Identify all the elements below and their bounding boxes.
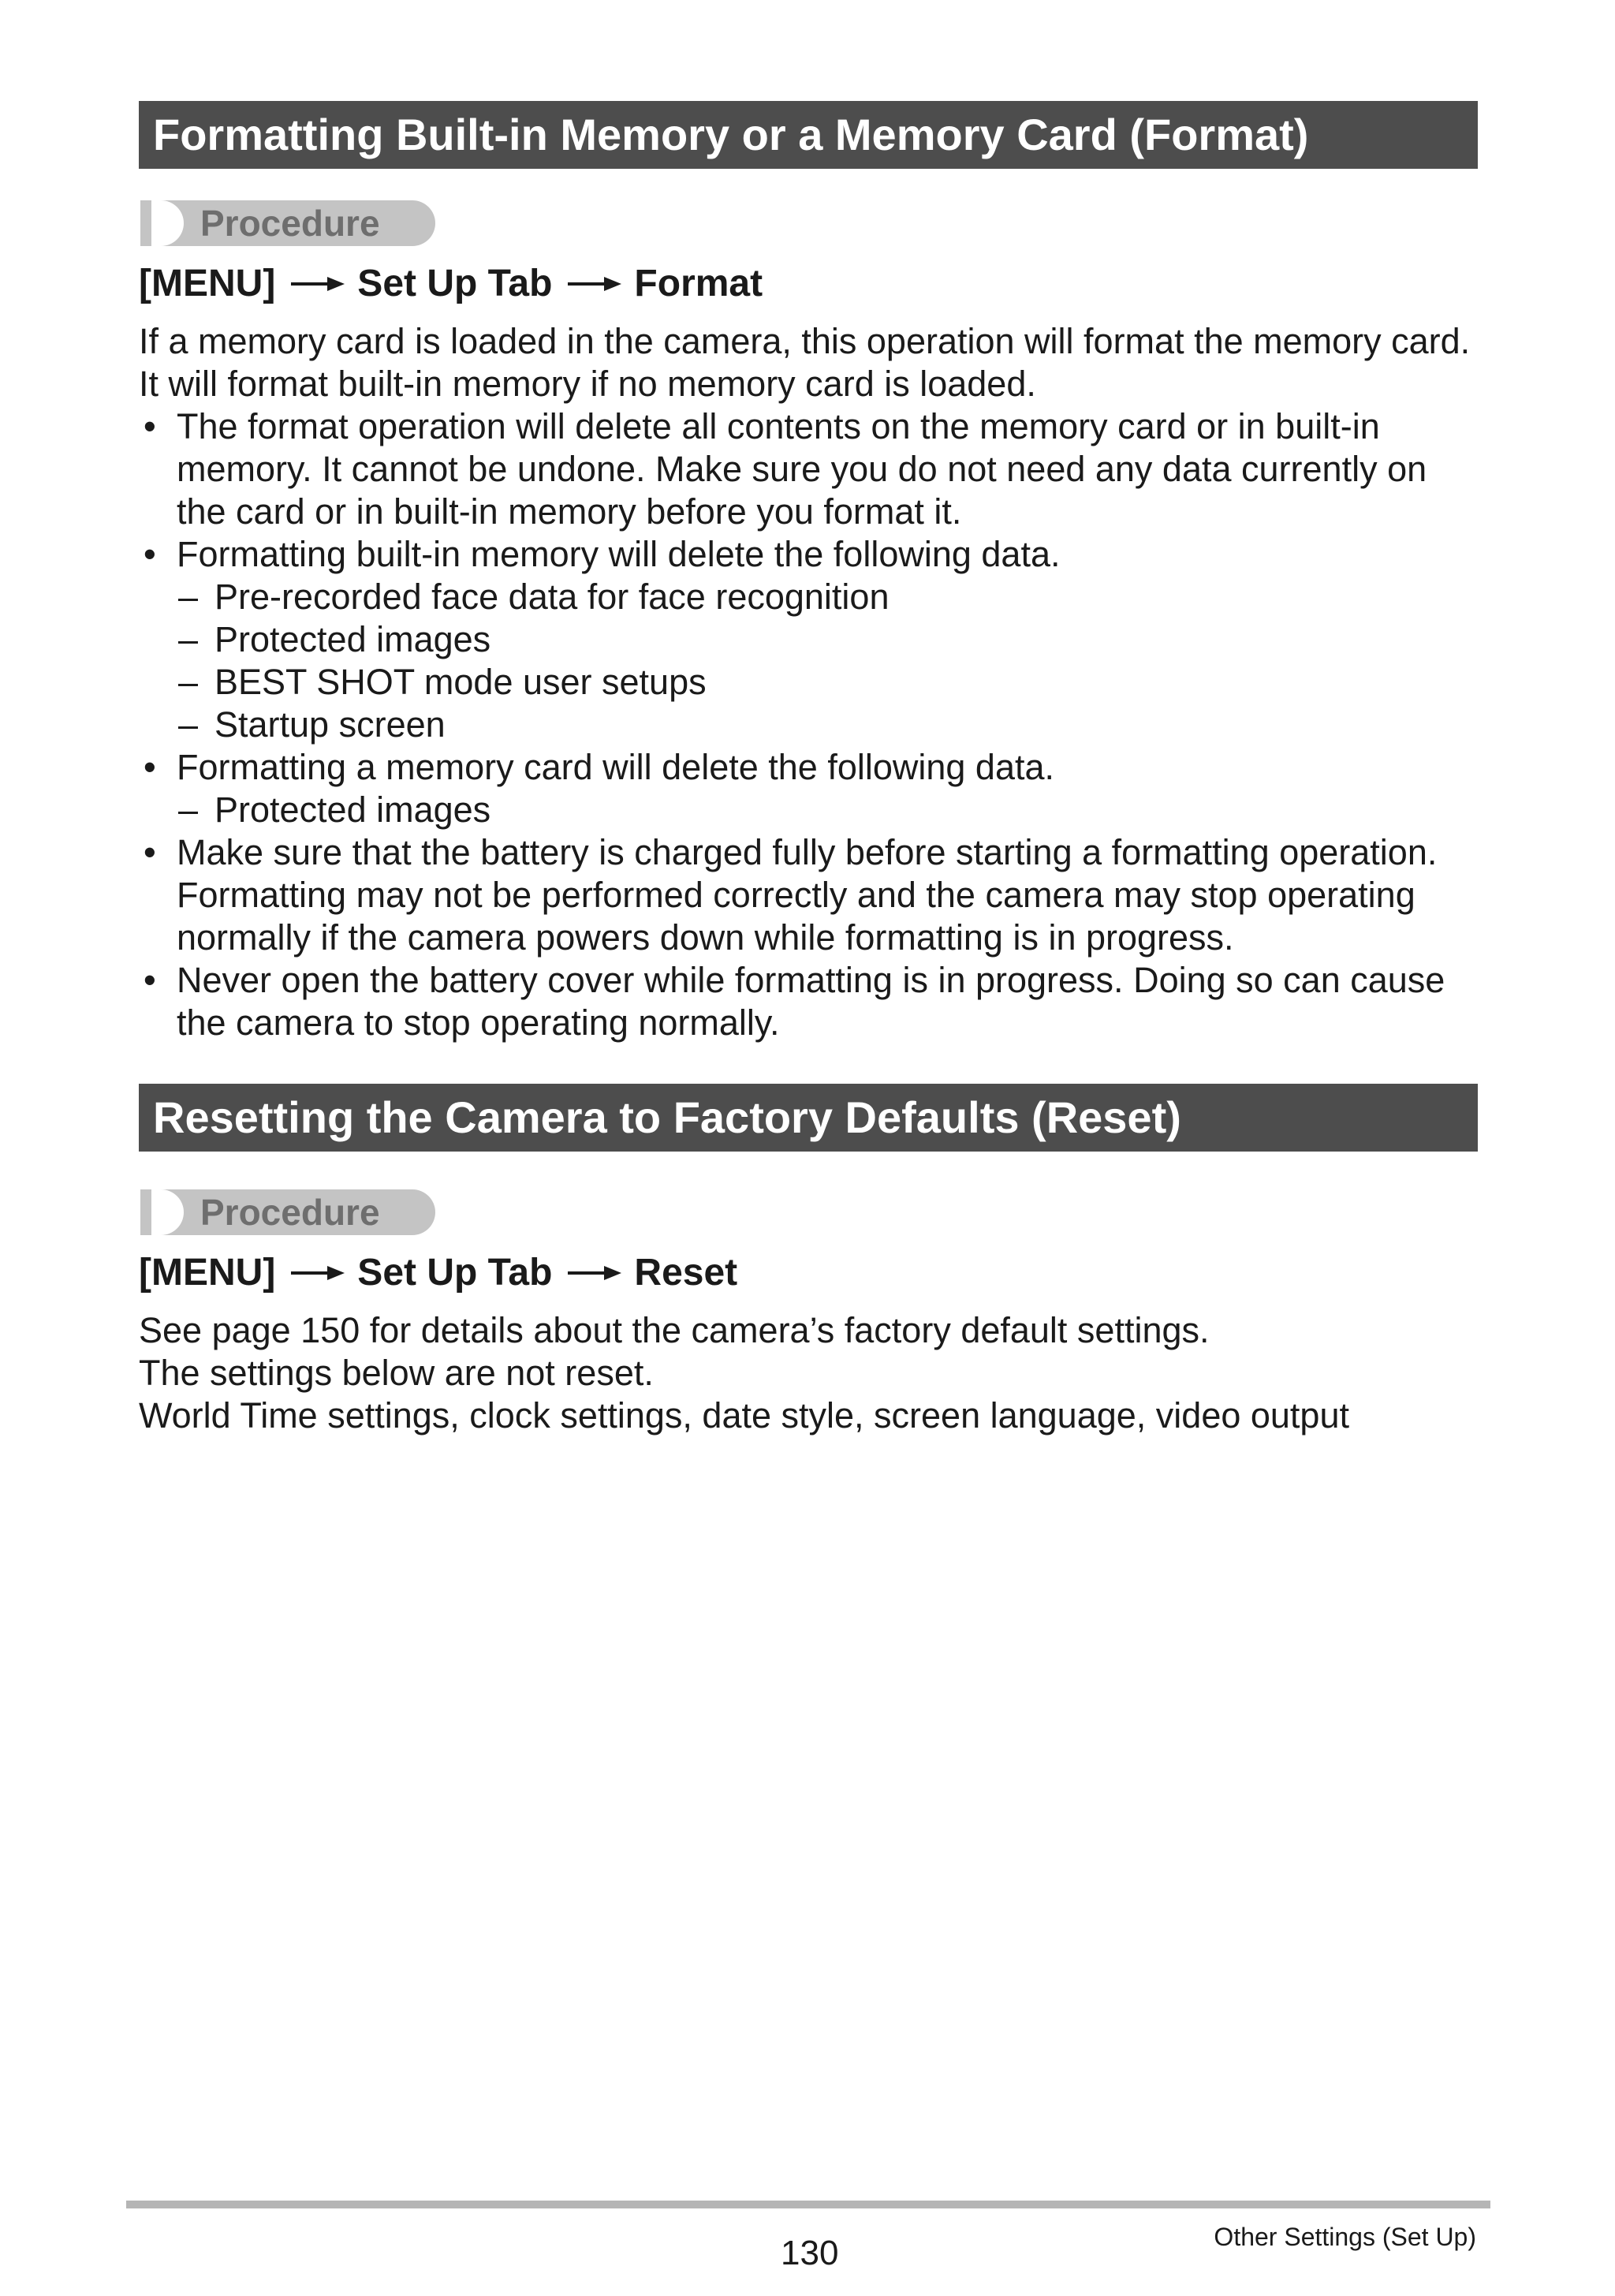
- footer-divider: [126, 2201, 1490, 2208]
- dash-marker: –: [178, 619, 199, 659]
- dash-marker: –: [178, 790, 199, 830]
- arrow-right-icon: [568, 275, 621, 293]
- menu-path-step: [MENU]: [139, 1252, 276, 1294]
- bullet-marker: •: [144, 534, 156, 574]
- bullet-item: • Formatting a memory card will delete the following data.: [144, 747, 1055, 787]
- sub-item: – BEST SHOT mode user setups: [178, 662, 707, 702]
- dash-marker: –: [178, 577, 199, 617]
- menu-path-format: [139, 260, 763, 308]
- dash-marker: –: [178, 662, 199, 702]
- procedure-tag: [140, 1189, 435, 1235]
- reset-body: [139, 1309, 1479, 1437]
- bullet-marker: •: [144, 832, 156, 872]
- bullet-marker: •: [144, 747, 156, 787]
- menu-path-step: Format: [634, 263, 763, 304]
- bullet-item: • Make sure that the battery is charged fully before starting a formatting operation.: [144, 832, 1438, 872]
- body-line: World Time settings, clock settings, date style, screen language, video output: [139, 1395, 1349, 1435]
- section-title-reset: Resetting the Camera to Factory Defaults (Reset): [139, 1084, 1478, 1152]
- sub-item: – Pre-recorded face data for face recognition: [178, 577, 890, 617]
- body-line: The settings below are not reset.: [139, 1353, 654, 1393]
- bullet-marker: •: [144, 960, 156, 1000]
- procedure-label: Procedure: [200, 1192, 380, 1233]
- page-number: 130: [781, 2234, 839, 2272]
- menu-path-reset: [139, 1249, 737, 1297]
- menu-path-step: Set Up Tab: [357, 263, 553, 304]
- intro-line: If a memory card is loaded in the camera, this operation will format the memory card.: [139, 321, 1471, 361]
- dash-marker: –: [178, 704, 199, 745]
- bullet-continuation: memory. It cannot be undone. Make sure you do not need any data currently on: [177, 449, 1427, 489]
- bullet-marker: •: [144, 406, 156, 446]
- menu-path-step: [MENU]: [139, 263, 276, 304]
- intro-line: It will format built-in memory if no memory card is loaded.: [139, 364, 1036, 404]
- footer-section-name: Other Settings (Set Up): [1214, 2223, 1476, 2251]
- sub-item: – Startup screen: [178, 704, 446, 745]
- bullet-item: • Never open the battery cover while formatting is in progress. Doing so can cause: [144, 960, 1445, 1000]
- bullet-continuation: the card or in built-in memory before you format it.: [177, 491, 962, 532]
- menu-path-step: Reset: [634, 1252, 738, 1294]
- procedure-tag: [140, 200, 435, 246]
- arrow-right-icon: [291, 275, 345, 293]
- bullet-continuation: the camera to stop operating normally.: [177, 1002, 780, 1043]
- body-line: See page 150 for details about the camera’s factory default settings.: [139, 1310, 1210, 1350]
- sub-item: – Protected images: [178, 619, 491, 659]
- procedure-label: Procedure: [200, 203, 380, 244]
- menu-path-step: Set Up Tab: [357, 1252, 553, 1294]
- sub-item: – Protected images: [178, 790, 491, 830]
- bullet-item: • The format operation will delete all contents on the memory card or in built-in: [144, 406, 1380, 446]
- format-body: [139, 320, 1479, 1044]
- arrow-right-icon: [568, 1264, 621, 1282]
- bullet-continuation: normally if the camera powers down while formatting is in progress.: [177, 917, 1234, 958]
- bullet-item: • Formatting built-in memory will delete the following data.: [144, 534, 1061, 574]
- section-title-format: Formatting Built-in Memory or a Memory Card (Format): [139, 101, 1478, 169]
- bullet-continuation: Formatting may not be performed correctly and the camera may stop operating: [177, 875, 1415, 915]
- arrow-right-icon: [291, 1264, 345, 1282]
